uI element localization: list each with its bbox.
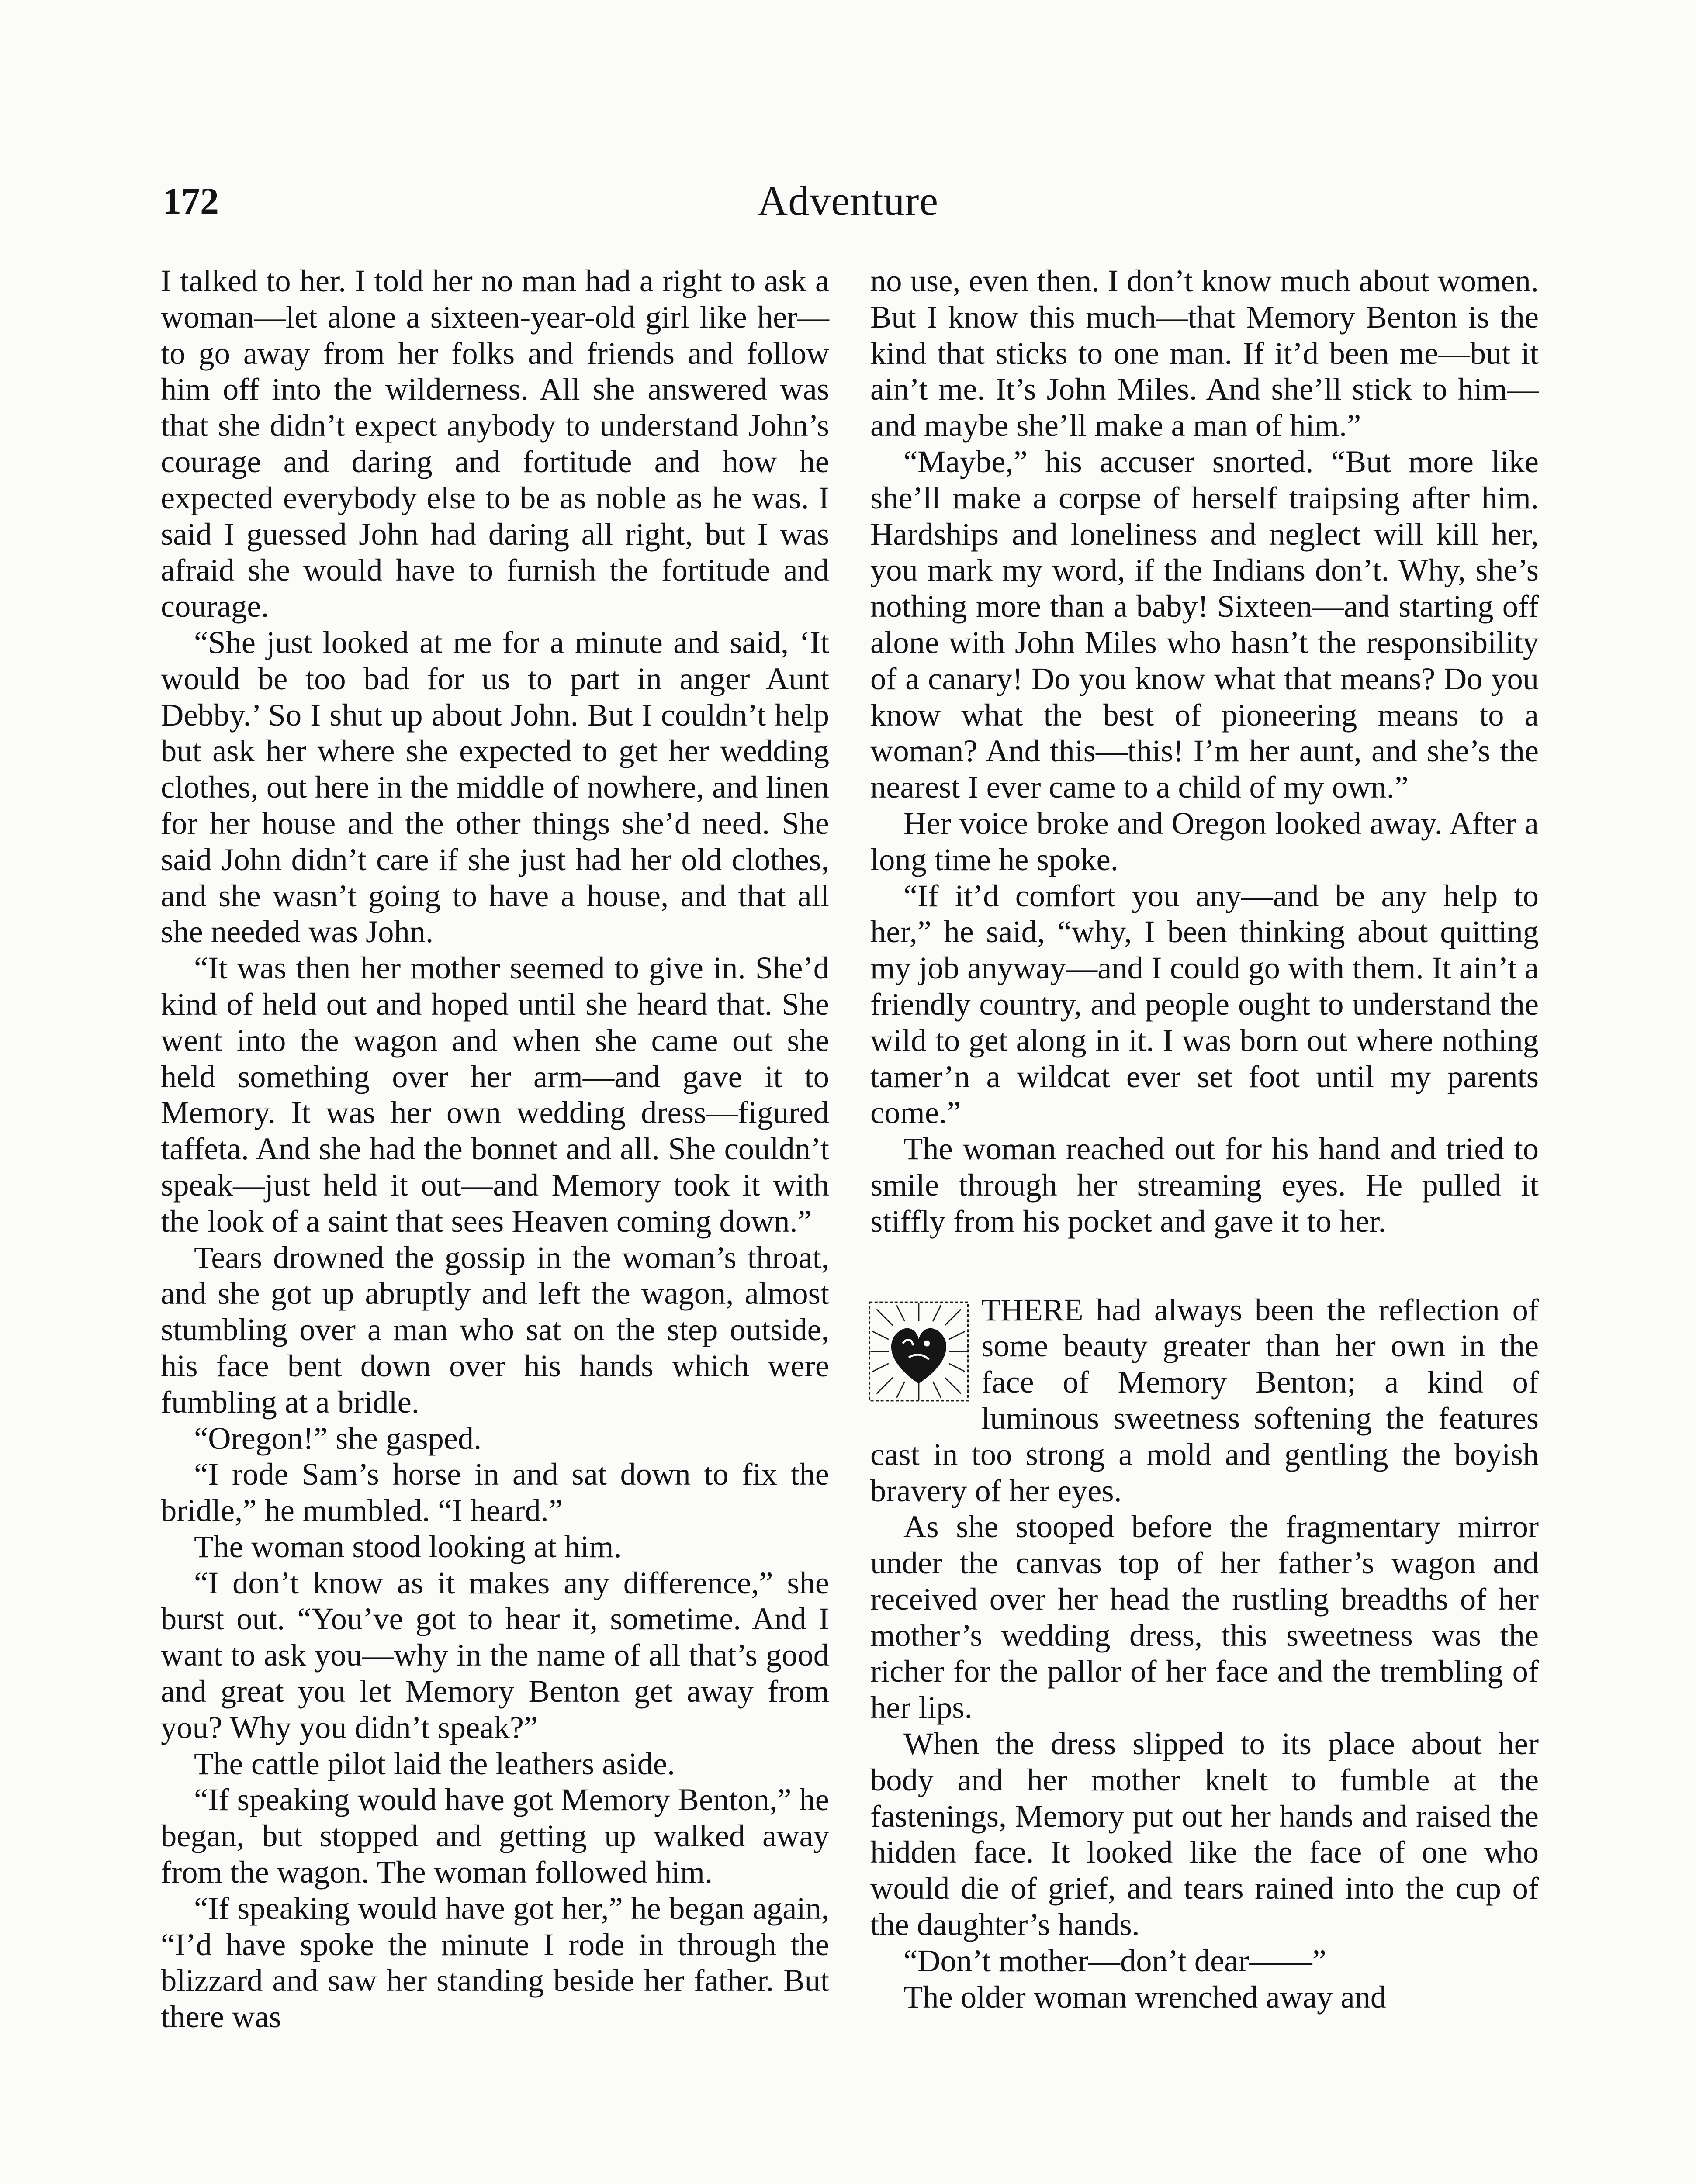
paragraph: “If speaking would have got Memory Benton,” he began, but stopped and getting up walked away from the wagon. The woman followed him. <box>161 1782 829 1890</box>
page-header <box>0 173 1696 229</box>
paragraph: As she stooped before the fragmentary mirror under the canvas top of her father’s wagon and received over her head the rustling breadths of her mother’s wedding dress, this sweetness was the richer for the pallor of her face and the trembling of her lips. <box>870 1509 1539 1725</box>
section-opening-paragraph <box>870 1292 1539 1509</box>
paragraph: The cattle pilot laid the leathers aside. <box>194 1745 675 1781</box>
paragraph: “If it’d comfort you any—and be any help to her,” he said, “why, I been thinking about quitting my job anyway—and I could go with them. It ain’t a friendly country, and people ought to understand the wild to get along in it. I was born out where nothing tamer’n a wildcat ever set foot until my parents come.” <box>870 878 1539 1130</box>
section-lead-text: had always been the reflection of some beauty greater than her own in the face of Memory Benton; a kind of luminous sweetness softening the features cast in too strong a mold and gentling the boyish bravery of her eyes. <box>870 1292 1539 1508</box>
paragraph: I talked to her. I told her no man had a right to ask a woman—let alone a sixteen-year-old girl like her—to go away from her folks and friends and follow him off into the wilderness. All she answered was that she didn’t expect anybody to understand John’s courage and daring and fortitude and how he expected everybody else to be as noble as he was. I said I guessed John had daring all right, but I was afraid she would have to furnish the fortitude and courage. <box>161 263 829 624</box>
paragraph: no use, even then. I don’t know much about women. But I know this much—that Memory Benton is the kind that sticks to one man. If it’d been me—but it ain’t me. It’s John Miles. And she’ll stick to him—and maybe she’ll make a man of him.” <box>870 263 1539 443</box>
paragraph: When the dress slipped to its place about her body and her mother knelt to fumble at the fastenings, Memory put out her hands and raised the hidden face. It looked like the face of one who would die of grief, and tears rained into the cup of the daughter’s hands. <box>870 1726 1539 1942</box>
magazine-title: Adventure <box>757 177 939 224</box>
paragraph: “She just looked at me for a minute and said, ‘It would be too bad for us to part in anger Aunt Debby.’ So I shut up about John. But I couldn’t help but ask her where she expected to get her wedding clothes, out here in the middle of nowhere, and linen for her house and the other things she’d need. She said John didn’t care if she just had her old clothes, and she wasn’t going to have a house, and that all she needed was John. <box>161 624 829 950</box>
paragraph: “Oregon!” she gasped. <box>194 1420 482 1456</box>
paragraph: The woman reached out for his hand and tried to smile through her streaming eyes. He pulled it stiffly from his pocket and gave it to her. <box>870 1131 1539 1239</box>
paragraph: “If speaking would have got her,” he began again, “I’d have spoke the minute I rode in through the blizzard and saw her standing beside her father. But there was <box>161 1890 829 2035</box>
section-lead-word: THERE <box>981 1292 1083 1327</box>
paragraph: “Don’t mother—don’t dear——” <box>903 1942 1326 1978</box>
paragraph: “I rode Sam’s horse in and sat down to fix the bridle,” he mumbled. “I heard.” <box>161 1456 829 1528</box>
decorative-heart-ornament-icon <box>869 1300 969 1403</box>
paragraph: “It was then her mother seemed to give in. She’d kind of held out and hoped until she heard that. She went into the wagon and when she came out she held something over her arm—and gave it to Memory. It was her own wedding dress—figured taffeta. And she had the bonnet and all. She couldn’t speak—just held it out—and Memory took it with the look of a saint that sees Heaven coming down.” <box>161 950 829 1239</box>
right-column <box>870 263 1539 2015</box>
paragraph: Tears drowned the gossip in the woman’s throat, and she got up abruptly and left the wagon, almost stumbling over a man who sat on the step outside, his face bent down over his hands which were fumbling at a bridle. <box>161 1239 829 1420</box>
page-number: 172 <box>163 180 219 222</box>
paragraph: The woman stood looking at him. <box>194 1528 622 1564</box>
left-column <box>161 263 829 2035</box>
paragraph: “I don’t know as it makes any difference,” she burst out. “You’ve got to hear it, sometime. And I want to ask you—why in the name of all that’s good and great you let Memory Benton get away from you? Why you didn’t speak?” <box>161 1565 829 1745</box>
paragraph: “Maybe,” his accuser snorted. “But more like she’ll make a corpse of herself traipsing after him. Hardships and loneliness and neglect will kill her, you mark my word, if the Indians don’t. Why, she’s nothing more than a baby! Sixteen—and starting off alone with John Miles who hasn’t the responsibility of a canary! Do you know what that means? Do you know what the best of pioneering means to a woman? And this—this! I’m her aunt, and she’s the nearest I ever came to a child of my own.” <box>870 443 1539 805</box>
paragraph: The older woman wrenched away and <box>903 1979 1387 2015</box>
paragraph: Her voice broke and Oregon looked away. After a long time he spoke. <box>870 805 1539 877</box>
